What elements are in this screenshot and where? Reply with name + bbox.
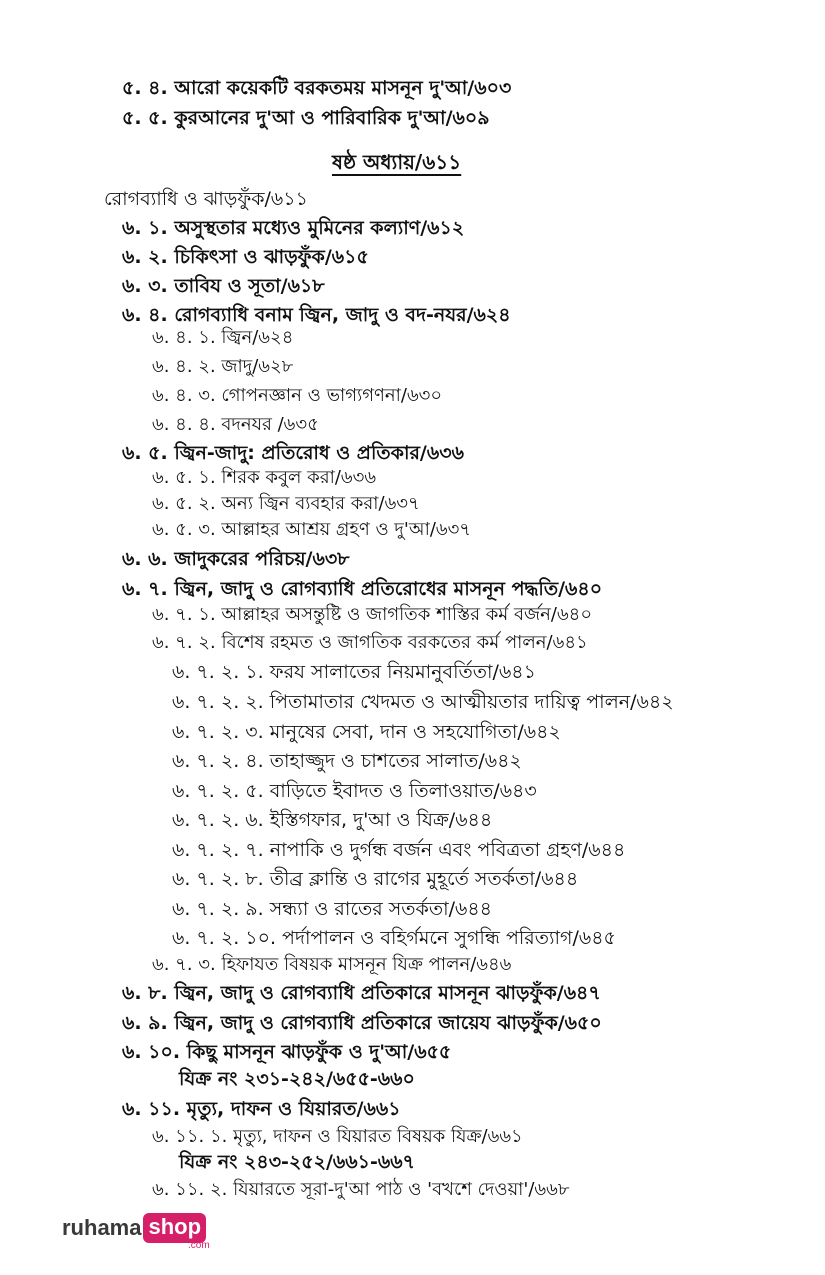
zikr-range: যিক্র নং ২৪৩-২৫২/৬৬১-৬৬৭ (179, 1151, 415, 1173)
toc-subsubentry: ৬. ৭. ২. ৫. বাড়িতে ইবাদত ও তিলাওয়াত/৬৪৩ (172, 780, 537, 802)
toc-subentry: ৬. ৭. ১. আল্লাহর অসন্তুষ্টি ও জাগতিক শাস্তির কর্ম বর্জন/৬৪০ (152, 604, 593, 625)
zikr-range: যিক্র নং ২৩১-২৪২/৬৫৫-৬৬০ (179, 1068, 415, 1090)
toc-subentry: ৬. ৭. ২. বিশেষ রহমত ও জাগতিক বরকতের কর্ম পালন/৬৪১ (152, 632, 588, 653)
toc-subsubentry: ৬. ৭. ২. ৬. ইস্তিগফার, দু'আ ও যিক্র/৬৪৪ (172, 809, 493, 831)
toc-subsubentry: ৬. ৭. ২. ৭. নাপাকি ও দুর্গন্ধ বর্জন এবং পবিত্রতা গ্রহণ/৬৪৪ (172, 839, 626, 861)
toc-subsubentry: ৬. ৭. ২. ৮. তীব্র ক্লান্তি ও রাগের মুহূর্তে সতর্কতা/৬৪৪ (172, 868, 579, 890)
logo-dotcom: .com (188, 1240, 210, 1251)
toc-subentry: ৬. ৪. ১. জ্বিন/৬২৪ (152, 327, 294, 348)
toc-subsubentry: ৬. ৭. ২. ২. পিতামাতার খেদমত ও আত্মীয়তার দায়িত্ব পালন/৬৪২ (172, 691, 674, 713)
toc-entry: ৬. ১১. মৃত্যু, দাফন ও যিয়ারত/৬৬১ (122, 1098, 401, 1120)
toc-entry: ৬. ১০. কিছু মাসনূন ঝাড়ফুঁক ও দু'আ/৬৫৫ (122, 1041, 452, 1063)
toc-subsubentry: ৬. ৭. ২. ৩. মানুষের সেবা, দান ও সহযোগিতা/৬৪২ (172, 721, 561, 743)
toc-subentry: ৬. ৪. ৪. বদনযর /৬৩৫ (152, 414, 319, 435)
toc-subentry: ৬. ৪. ৩. গোপনজ্ঞান ও ভাগ্যগণনা/৬৩০ (152, 385, 443, 406)
toc-subentry: ৬. ৭. ৩. হিফাযত বিষয়ক মাসনূন যিক্র পালন/৬৪৬ (152, 954, 512, 975)
logo-ruhama: ruhama (62, 1215, 142, 1240)
toc-entry: ৬. ৬. জাদুকরের পরিচয়/৬৩৮ (122, 548, 350, 570)
toc-subentry: ৬. ৫. ২. অন্য জ্বিন ব্যবহার করা/৬৩৭ (152, 493, 420, 514)
toc-subentry: ৬. ১১. ২. যিয়ারতে সূরা-দু'আ পাঠ ও 'বখশে দেওয়া'/৬৬৮ (152, 1179, 570, 1200)
toc-entry: ৬. ৪. রোগব্যাধি বনাম জ্বিন, জাদু ও বদ-নযর/৬২৪ (122, 304, 511, 326)
toc-entry: ৬. ৮. জ্বিন, জাদু ও রোগব্যাধি প্রতিকারে মাসনূন ঝাড়ফুঁক/৬৪৭ (122, 982, 601, 1004)
toc-entry: ৫. ৪. আরো কয়েকটি বরকতময় মাসনূন দু'আ/৬০৩ (122, 77, 512, 99)
toc-entry: ৫. ৫. কুরআনের দু'আ ও পারিবারিক দু'আ/৬০৯ (122, 107, 490, 129)
toc-subentry: ৬. ১১. ১. মৃত্যু, দাফন ও যিয়ারত বিষয়ক যিক্র/৬৬১ (152, 1126, 523, 1147)
toc-subsubentry: ৬. ৭. ২. ৪. তাহাজ্জুদ ও চাশতের সালাত/৬৪২ (172, 750, 522, 772)
section-title: রোগব্যাধি ও ঝাড়ফুঁক/৬১১ (104, 188, 308, 210)
logo-shop: shop (143, 1213, 206, 1243)
toc-entry: ৬. ৩. তাবিয ও সূতা/৬১৮ (122, 275, 325, 297)
toc-entry: ৬. ১. অসুস্থতার মধ্যেও মুমিনের কল্যাণ/৬১২ (122, 217, 465, 239)
toc-subsubentry: ৬. ৭. ২. ১. ফরয সালাতের নিয়মানুবর্তিতা/৬৪১ (172, 661, 536, 683)
toc-subsubentry: ৬. ৭. ২. ১০. পর্দাপালন ও বহির্গমনে সুগন্ধি পরিত্যাগ/৬৪৫ (172, 927, 616, 949)
toc-entry: ৬. ৯. জ্বিন, জাদু ও রোগব্যাধি প্রতিকারে জায়েয ঝাড়ফুঁক/৬৫০ (122, 1012, 602, 1034)
toc-entry: ৬. ২. চিকিৎসা ও ঝাড়ফুঁক/৬১৫ (122, 246, 369, 268)
toc-subentry: ৬. ৪. ২. জাদু/৬২৮ (152, 356, 294, 377)
ruhamashop-logo (62, 1213, 210, 1251)
toc-subsubentry: ৬. ৭. ২. ৯. সন্ধ্যা ও রাতের সতর্কতা/৬৪৪ (172, 898, 493, 920)
toc-subentry: ৬. ৫. ১. শিরক কবুল করা/৬৩৬ (152, 467, 377, 488)
toc-entry: ৬. ৫. জ্বিন-জাদু: প্রতিরোধ ও প্রতিকার/৬৩৬ (122, 442, 464, 464)
toc-subentry: ৬. ৫. ৩. আল্লাহর আশ্রয় গ্রহণ ও দু'আ/৬৩৭ (152, 519, 472, 540)
chapter-heading: ষষ্ঠ অধ্যায়/৬১১ (332, 150, 462, 174)
toc-entry: ৬. ৭. জ্বিন, জাদু ও রোগব্যাধি প্রতিরোধের মাসনূন পদ্ধতি/৬৪০ (122, 578, 603, 600)
